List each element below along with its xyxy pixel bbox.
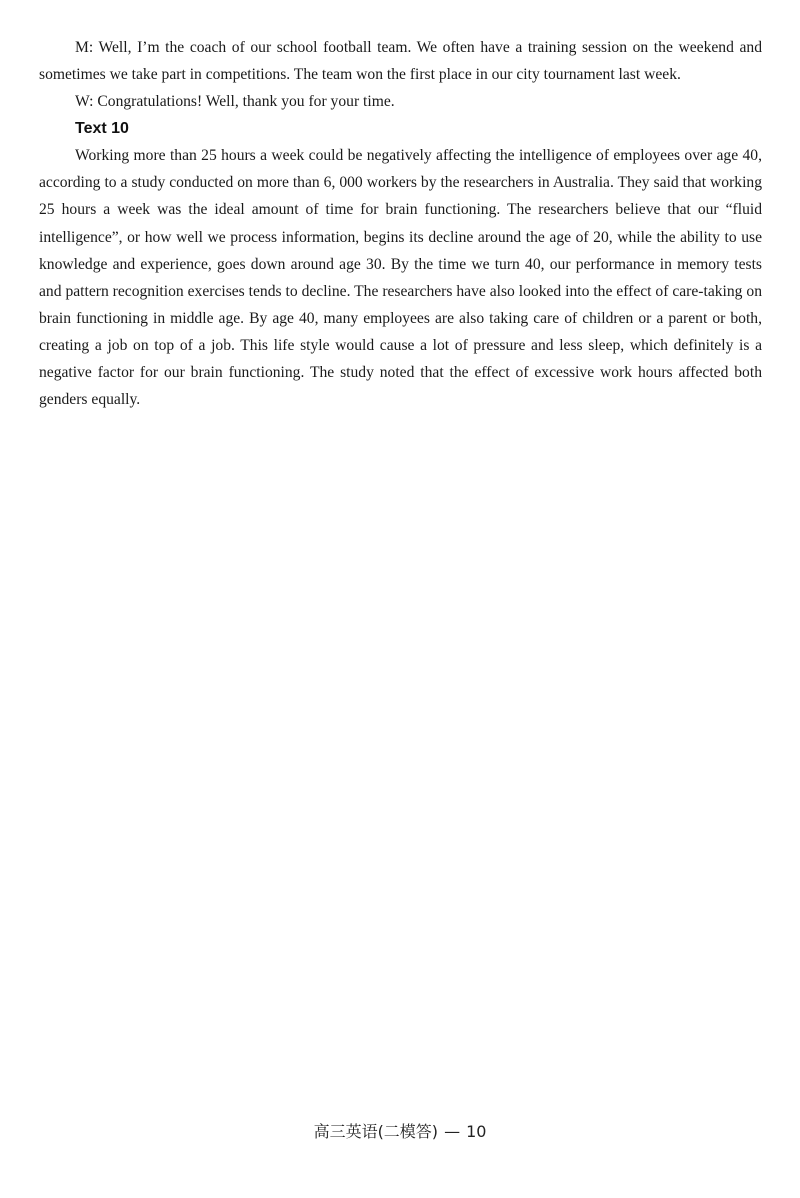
footer-label: 高三英语(二模答): [313, 1122, 439, 1141]
footer-separator: —: [444, 1122, 461, 1141]
dialogue-line-w: W: Congratulations! Well, thank you for your time.: [75, 93, 395, 111]
page-footer: [0, 1119, 800, 1142]
page-number: 10: [466, 1122, 487, 1141]
document-page: [39, 34, 762, 413]
text10-body: Working more than 25 hours a week could be negatively affecting the intelligence of employees over age 40, according to a study conducted on more than 6, 000 workers by the researchers in Australia. They said that working 25 hours a week was the ideal amount of time for brain functioning. The researchers believe that our “fluid intelligence”, or how well we process information, begins its decline around the age of 20, while the ability to use knowledge and experience, goes down around age 30. By the time we turn 40, our performance in memory tests and pattern recognition exercises tends to decline. The researchers have also looked into the effect of care-taking on brain functioning in middle age. By age 40, many employees are also taking care of children or a parent or both, creating a job on top of a job. This life style would cause a lot of pressure and less sleep, which definitely is a negative factor for our brain functioning. The study noted that the effect of excessive work hours affected both genders equally.: [39, 147, 762, 409]
dialogue-line-m: M: Well, I’m the coach of our school football team. We often have a training session on the weekend and sometimes we take part in competitions. The team won the first place in our city tournament last week.: [39, 39, 762, 84]
section-heading-text10: Text 10: [75, 120, 129, 138]
